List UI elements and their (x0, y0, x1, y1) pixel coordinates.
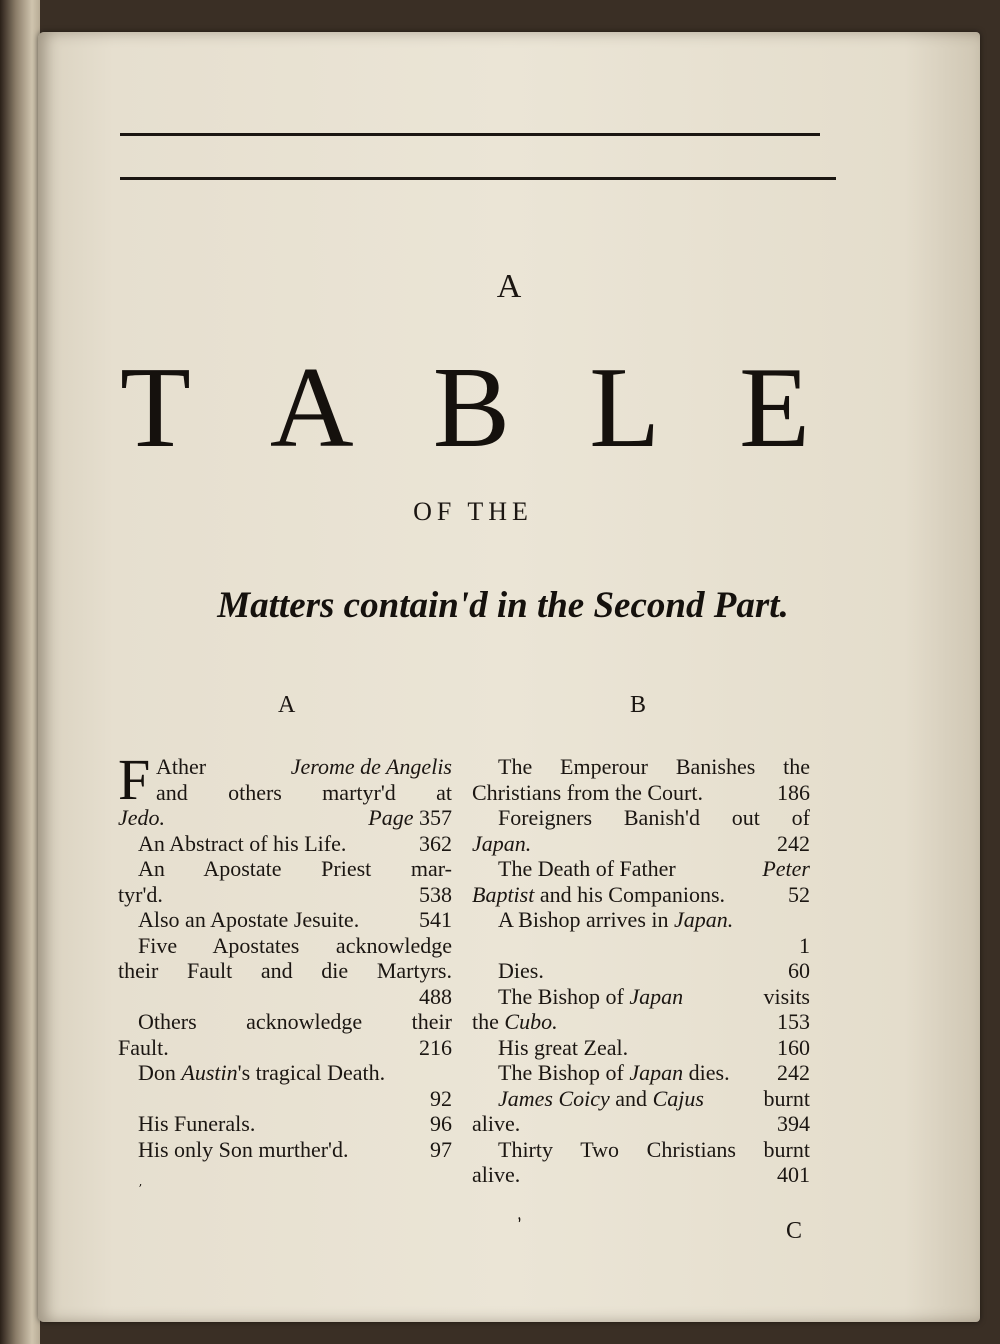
top-rule-2 (120, 177, 836, 180)
entry-text: The Emperour Banishes the (498, 754, 810, 779)
title-letter-e: E (739, 344, 810, 472)
entry-foreigners (472, 805, 810, 856)
entry-text: Dies. (498, 958, 544, 983)
page-title (120, 344, 810, 472)
page-number: 216 (419, 1034, 452, 1060)
page-number: 1 (799, 932, 810, 958)
of-the-line: OF THE (413, 497, 533, 526)
entry-james-coicy (472, 1086, 810, 1137)
entry-abstract (118, 831, 452, 857)
entry-emperour (472, 754, 810, 805)
page-number: 541 (419, 907, 452, 932)
entry-text: and others martyr'd at (156, 779, 452, 805)
page-number: 401 (777, 1162, 810, 1187)
entry-text: His only Son murther'd. (138, 1136, 349, 1162)
entry-italic: Jedo. (118, 805, 166, 830)
top-rule-1 (120, 133, 820, 136)
entry-thirty-two (472, 1137, 810, 1188)
entry-italic: Japan. (472, 830, 532, 856)
column-letter-b: B (630, 692, 647, 718)
entry-death-peter-baptist (472, 856, 810, 907)
entry-only-son (118, 1137, 452, 1163)
entry-text: tyr'd. (118, 881, 163, 907)
entry-funerals (118, 1111, 452, 1137)
entry-italic: Japan (629, 1060, 684, 1085)
entry-text: Thirty Two Christians burnt (498, 1136, 810, 1162)
title-letter-l: L (589, 344, 661, 472)
column-letter-a: A (278, 692, 296, 718)
entry-text: visits (763, 983, 810, 1009)
entry-others-acknowledge (118, 1009, 452, 1060)
entry-text: The Death of Father (498, 856, 676, 881)
entry-italic: Japan. (674, 907, 734, 932)
entry-dies (472, 958, 810, 984)
book-page (38, 32, 980, 1322)
entry-italic: Peter (762, 856, 810, 881)
entry-father-jerome (118, 747, 452, 812)
entry-text: Ather (156, 754, 207, 779)
entry-line (118, 805, 452, 831)
entry-text: Also an Apostate Jesuite. (138, 907, 360, 932)
page-number: 186 (777, 779, 810, 805)
entry-text: Foreigners Banish'd out of (498, 805, 810, 830)
entry-text: His Funerals. (138, 1111, 256, 1136)
entry-text: The Bishop of (498, 983, 630, 1009)
entry-bishop-dies (472, 1060, 810, 1086)
column-a (118, 747, 452, 1162)
column-b (472, 754, 810, 1188)
catchword: C (786, 1218, 803, 1244)
title-letter-a: A (269, 344, 354, 472)
page-number: 394 (777, 1111, 810, 1136)
page-number: 52 (788, 881, 810, 907)
entry-italic: Austin (181, 1060, 238, 1085)
subtitle: Matters contain'd in the Second Part. (217, 585, 789, 626)
entry-great-zeal (472, 1035, 810, 1061)
page-number: 362 (419, 830, 452, 856)
entry-text: Christians from the Court. (472, 779, 703, 805)
entry-text: Five Apostates acknowledge (138, 932, 452, 958)
page-number: 97 (430, 1136, 452, 1162)
book-spine-edge (0, 0, 40, 1344)
entry-text: their Fault and die Martyrs. (118, 958, 452, 983)
page-number: 488 (419, 983, 452, 1009)
page-number: 153 (777, 1009, 810, 1034)
entry-don-austin (118, 1060, 452, 1111)
entry-text: Others acknowledge their (138, 1009, 452, 1034)
entry-text: alive. (472, 1162, 521, 1187)
entry-text: A Bishop arrives in (498, 907, 674, 932)
entry-italic: Jerome de Angelis (290, 754, 452, 779)
entry-italic: Cubo. (504, 1009, 558, 1034)
entry-text: Don (138, 1060, 182, 1085)
title-letter-b: B (432, 344, 511, 472)
page-number: 96 (430, 1111, 452, 1136)
entry-text: An Apostate Priest mar- (138, 856, 452, 881)
entry-apostate-priest (118, 856, 452, 907)
page-number: 242 (777, 830, 810, 856)
entry-text: His great Zeal. (498, 1034, 629, 1060)
entry-text: An Abstract of his Life. (138, 830, 347, 856)
heading-letter: A (496, 268, 522, 305)
page-label: Page (368, 805, 414, 830)
entry-italic: Cajus (652, 1085, 704, 1111)
page-number: 160 (777, 1034, 810, 1060)
entry-bishop-visits (472, 984, 810, 1035)
entry-five-apostates (118, 933, 452, 1010)
entry-apostate-jesuite (118, 907, 452, 933)
entry-italic: James Coicy (498, 1085, 610, 1111)
entry-text: alive. (472, 1111, 521, 1136)
page-number: 357 (419, 805, 452, 830)
entry-text: 's tragical Death. (237, 1060, 386, 1085)
page-number: 242 (777, 1060, 810, 1085)
entry-bishop-arrives (472, 907, 810, 958)
page-number: 538 (419, 881, 452, 907)
page-number: 92 (430, 1085, 452, 1111)
entry-text: dies. (683, 1060, 730, 1085)
ink-mark: ‚ (509, 1203, 525, 1226)
ink-mark: ʼ (138, 1182, 142, 1196)
entry-text: Fault. (118, 1034, 169, 1060)
title-letter-t: T (120, 344, 191, 472)
entry-text: The Bishop of (498, 1060, 630, 1085)
entry-italic: Japan (629, 983, 684, 1009)
entry-text: the (472, 1009, 505, 1034)
entry-text: burnt (763, 1085, 810, 1111)
drop-cap: F (118, 747, 151, 812)
page-number: 60 (788, 958, 810, 983)
entry-text: and (609, 1085, 653, 1111)
entry-text: and his Companions. (534, 881, 726, 907)
entry-italic: Baptist (472, 881, 535, 907)
